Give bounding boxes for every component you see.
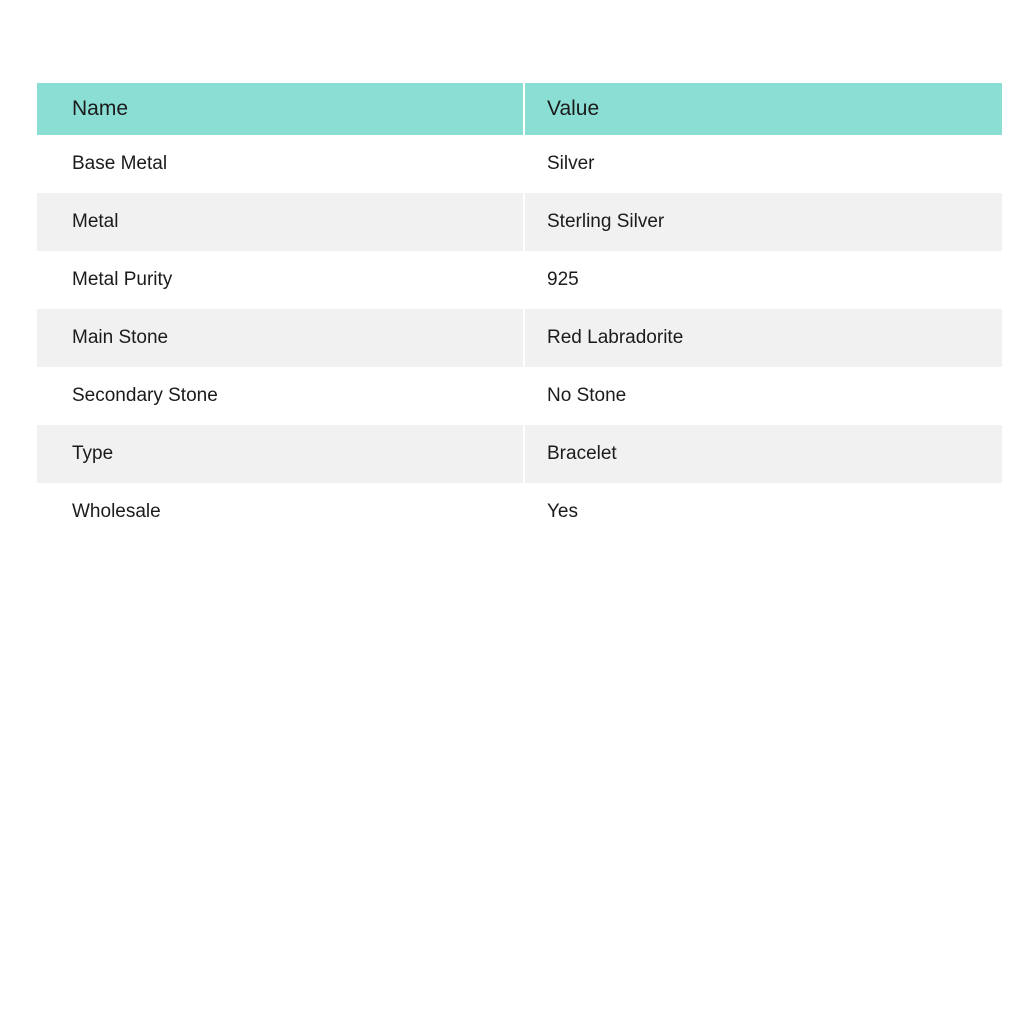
- cell-attribute-name: Metal Purity: [37, 251, 524, 309]
- cell-attribute-name: Main Stone: [37, 309, 524, 367]
- cell-attribute-name: Secondary Stone: [37, 367, 524, 425]
- table-header-row: [37, 83, 1002, 135]
- cell-attribute-value: Silver: [524, 135, 1002, 193]
- cell-attribute-value: 925: [524, 251, 1002, 309]
- cell-attribute-name: Base Metal: [37, 135, 524, 193]
- table-row: [37, 135, 1002, 193]
- cell-attribute-value: Red Labradorite: [524, 309, 1002, 367]
- table-body: [37, 135, 1002, 541]
- table-row: [37, 309, 1002, 367]
- table-row: [37, 483, 1002, 541]
- cell-attribute-value: Sterling Silver: [524, 193, 1002, 251]
- cell-attribute-value: No Stone: [524, 367, 1002, 425]
- column-header-name: Name: [37, 83, 524, 135]
- attributes-table: [37, 83, 1002, 541]
- cell-attribute-value: Yes: [524, 483, 1002, 541]
- cell-attribute-name: Wholesale: [37, 483, 524, 541]
- table-header: [37, 83, 1002, 135]
- table-row: [37, 251, 1002, 309]
- table-row: [37, 193, 1002, 251]
- table-row: [37, 425, 1002, 483]
- column-header-value: Value: [524, 83, 1002, 135]
- cell-attribute-value: Bracelet: [524, 425, 1002, 483]
- cell-attribute-name: Type: [37, 425, 524, 483]
- cell-attribute-name: Metal: [37, 193, 524, 251]
- table-row: [37, 367, 1002, 425]
